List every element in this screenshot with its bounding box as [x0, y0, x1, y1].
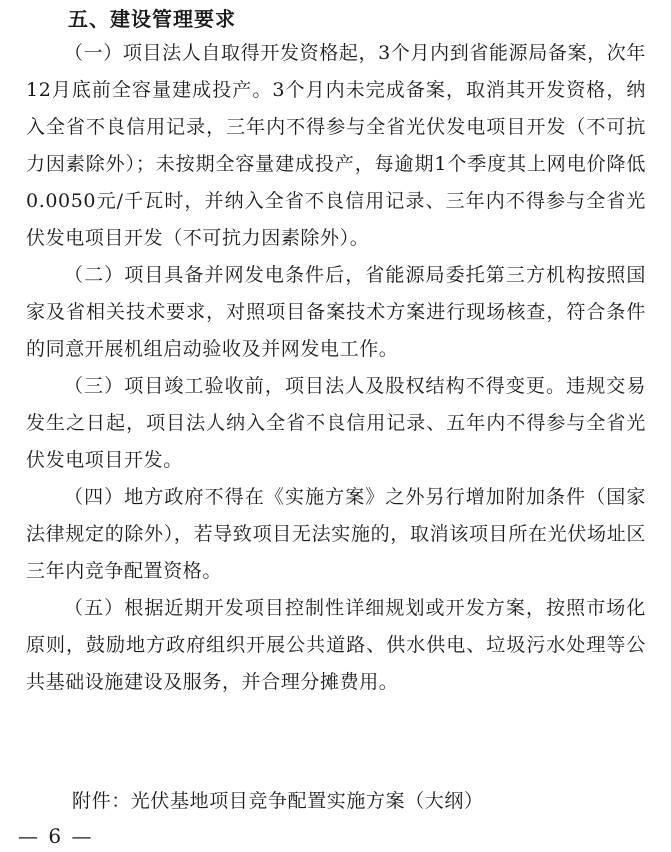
paragraph-1: （一）项目法人自取得开发资格起，3个月内到省能源局备案，次年12月底前全容量建成投产。3个月内未完成备案，取消其开发资格，纳入全省不良信用记录，三年内不得参与全省光伏发电项目开发（不可抗力因素除外）；未按期全容量建成投产，每逾期1个季度其上网电价降低0.0050元/千瓦时，并纳入全省不良信用记录、三年内不得参与全省光伏发电项目开发（不可抗力因素除外）。 [26, 42, 646, 249]
paragraph-2: （二）项目具备并网发电条件后，省能源局委托第三方机构按照国家及省相关技术要求，对照项目备案技术方案进行现场核查，符合条件的同意开展机组启动验收及并网发电工作。 [26, 264, 646, 360]
section-heading: 五、建设管理要求 [68, 7, 236, 31]
paragraph-3: （三）项目竣工验收前，项目法人及股权结构不得变更。违规交易发生之日起，项目法人纳入全省不良信用记录、五年内不得参与全省光伏发电项目开发。 [26, 375, 646, 471]
paragraph-4: （四）地方政府不得在《实施方案》之外另行增加附加条件（国家法律规定的除外），若导致项目无法实施的，取消该项目所在光伏场址区三年内竞争配置资格。 [26, 486, 646, 582]
attachment-note: 附件：光伏基地项目竞争配置实施方案（大纲） [72, 790, 484, 812]
page-number: — 6 — [18, 824, 94, 848]
paragraph-5: （五）根据近期开发项目控制性详细规划或开发方案，按照市场化原则，鼓励地方政府组织开展公共道路、供水供电、垃圾污水处理等公共基础设施建设及服务，并合理分摊费用。 [26, 597, 646, 693]
document-body [26, 35, 646, 701]
